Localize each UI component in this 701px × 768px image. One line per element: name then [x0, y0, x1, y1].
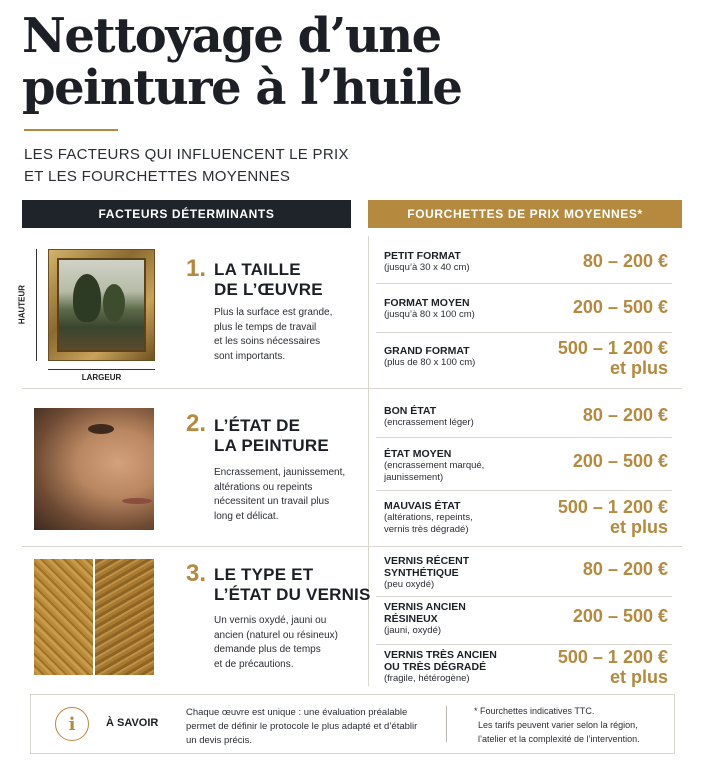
- factors-header: FACTEURS DÉTERMINANTS: [22, 200, 351, 228]
- varnish-texture-image-left: [34, 559, 93, 675]
- price-divider: [376, 644, 672, 645]
- title-line-2: peinture à l’huile: [22, 60, 462, 116]
- factor-number: 3.: [186, 560, 207, 587]
- price-divider: [376, 332, 672, 333]
- factor-description: Encrassement, jaunissement, altérations ou repeints nécessitent un travail plus long et délicat.: [214, 467, 346, 522]
- factor-title: L’ÉTAT DE LA PEINTURE: [214, 416, 329, 455]
- varnish-texture-image-right: [95, 559, 154, 675]
- price-value: 200 – 500 €: [572, 297, 668, 317]
- price-value: 500 – 1 200 € et plus: [557, 497, 668, 537]
- factor-title: LE TYPE ET L’ÉTAT DU VERNIS: [214, 565, 371, 604]
- price-value: 200 – 500 €: [572, 606, 668, 626]
- factor-number: 2.: [186, 410, 207, 437]
- price-row-label: PETIT FORMAT (jusqu’à 30 x 40 cm): [384, 250, 470, 273]
- subtitle: [24, 144, 424, 188]
- price-row-label: ÉTAT MOYEN (encrassement marqué, jaunissement): [384, 448, 485, 483]
- height-dimension-line: [36, 249, 37, 361]
- price-row-label: VERNIS RÉCENT SYNTHÉTIQUE (peu oxydé): [384, 555, 470, 590]
- price-value: 80 – 200 €: [582, 405, 668, 425]
- height-label: HAUTEUR: [17, 284, 27, 325]
- info-label: À SAVOIR: [106, 717, 159, 729]
- price-divider: [376, 490, 672, 491]
- factor-description: Plus la surface est grande, plus le temps de travail et les soins nécessaires sont importants.: [214, 307, 333, 362]
- price-value: 500 – 1 200 € et plus: [557, 647, 668, 687]
- info-icon: i: [55, 707, 89, 741]
- subtitle-line-1: LES FACTEURS QUI INFLUENCENT LE PRIX: [24, 146, 349, 163]
- price-value: 80 – 200 €: [582, 559, 668, 579]
- price-row-label: VERNIS TRÈS ANCIEN OU TRÈS DÉGRADÉ (fragile, hétérogène): [384, 649, 497, 684]
- width-dimension-line: [48, 369, 155, 370]
- price-divider: [376, 596, 672, 597]
- factor-number: 1.: [186, 255, 207, 282]
- price-divider: [376, 437, 672, 438]
- price-row-label: BON ÉTAT (encrassement léger): [384, 405, 474, 428]
- price-value: 80 – 200 €: [582, 251, 668, 271]
- width-label: LARGEUR: [81, 373, 122, 382]
- price-value: 500 – 1 200 € et plus: [557, 338, 668, 378]
- title-line-1: Nettoyage d’une: [22, 8, 441, 64]
- footer-divider: [446, 706, 447, 742]
- price-value: 200 – 500 €: [572, 451, 668, 471]
- price-row-label: VERNIS ANCIEN RÉSINEUX (jauni, oxydé): [384, 601, 466, 636]
- factor-description: Un vernis oxydé, jauni ou ancien (naturel ou résineux) demande plus de temps et de précautions.: [214, 615, 338, 670]
- framed-painting-image: [48, 249, 155, 361]
- column-divider: [368, 236, 369, 686]
- price-row-label: MAUVAIS ÉTAT (altérations, repeints, vernis très dégradé): [384, 500, 473, 535]
- info-note: Chaque œuvre est unique : une évaluation préalable permet de définir le protocole le plus adapté et d’établir un devis précis.: [186, 707, 418, 746]
- title-rule: [24, 129, 118, 131]
- cracked-portrait-image: [34, 408, 154, 530]
- factor-title: LA TAILLE DE L’ŒUVRE: [214, 260, 323, 299]
- section-divider: [22, 546, 682, 547]
- price-row-label: FORMAT MOYEN (jusqu’à 80 x 100 cm): [384, 297, 475, 320]
- prices-header: FOURCHETTES DE PRIX MOYENNES*: [368, 200, 682, 228]
- page-title: [22, 10, 682, 114]
- price-row-label: GRAND FORMAT (plus de 80 x 100 cm): [384, 345, 476, 368]
- price-footnote: * Fourchettes indicatives TTC. Les tarifs peuvent varier selon la région, l’atelier et la complexité de l’intervention.: [474, 706, 640, 744]
- subtitle-line-2: ET LES FOURCHETTES MOYENNES: [24, 168, 291, 185]
- price-divider: [376, 283, 672, 284]
- section-divider: [22, 388, 682, 389]
